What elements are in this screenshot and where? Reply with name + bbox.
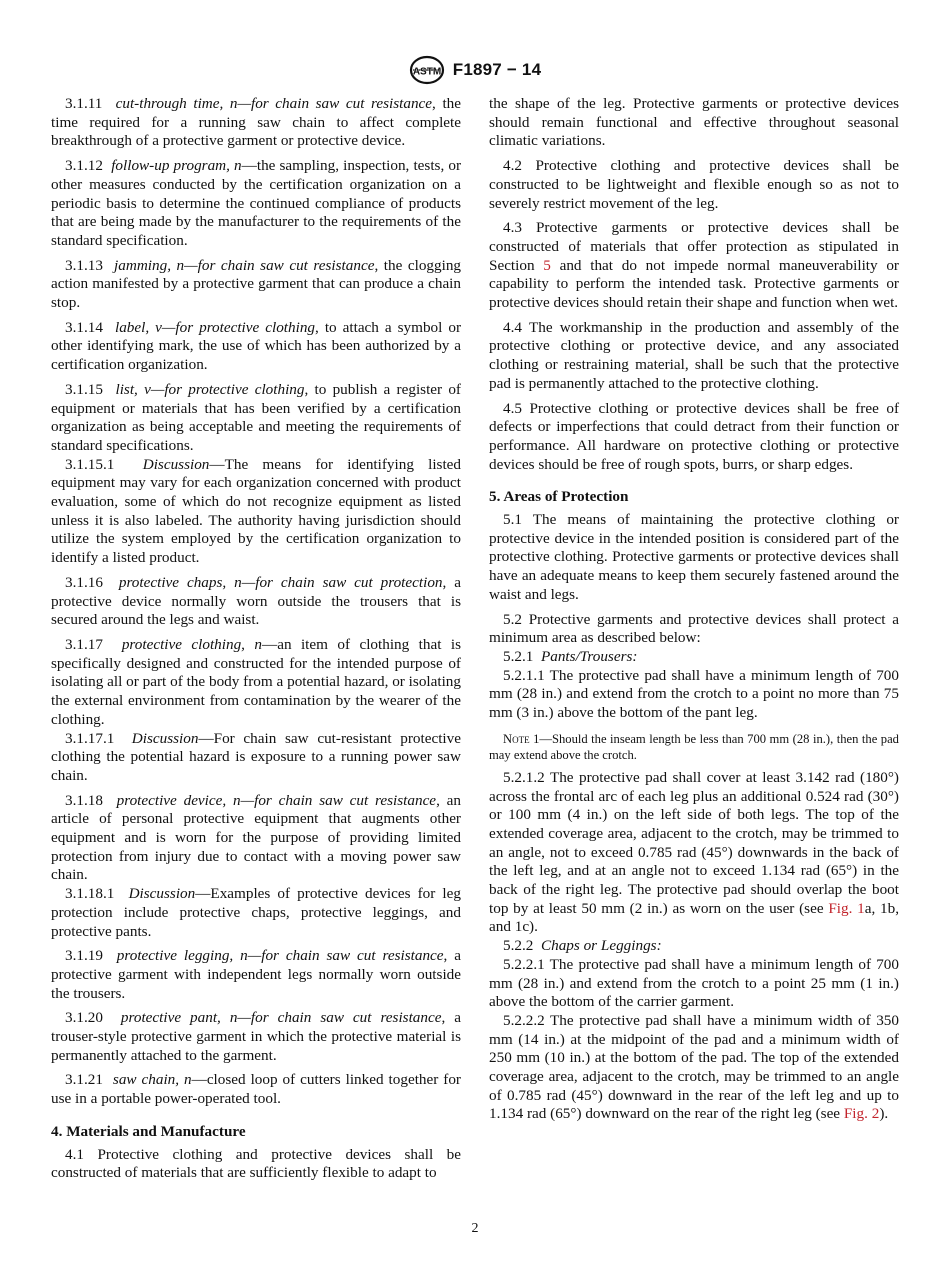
definition-3-1-16: 3.1.16 protective chaps, n—for chain saw cut protection, a protective device normally worn outside the trousers that is secured around the legs and waist.	[51, 573, 461, 629]
paragraph-5-2-1-1: 5.2.1.1 The protective pad shall have a minimum length of 700 mm (28 in.) and extend from the crotch to a point no more than 75 mm (3 in.) above the bottom of the pant leg.	[489, 666, 899, 722]
paragraph-5-1: 5.1 The means of maintaining the protective clothing or protective device in the intended position is considered part of the protective clothing. Protective garments or protective devices shall have an adequate means to keep them securely fastened around the waist and legs.	[489, 511, 899, 603]
page-number: 2	[471, 1221, 479, 1236]
section-5-link[interactable]: 5	[543, 256, 551, 274]
definition-3-1-21: 3.1.21 saw chain, n—closed loop of cutters linked together for use in a portable power-operated tool.	[51, 1071, 461, 1108]
definition-3-1-13: 3.1.13 jamming, n—for chain saw cut resistance, the clogging action manifested by a protective garment that can produce a chain stop.	[51, 256, 462, 312]
paragraph-5-2-1-2: 5.2.1.2 The protective pad shall cover at least 3.142 rad (180°) across the frontal arc of each leg plus an additional 0.524 rad (30°) or 100 mm (4 in.) on the left side of both legs. The top of the extended coverage area, adjacent to the crotch, may be trimmed to an angle, not to exceed 0.785 rad (45°) downwards in the back of the left leg, and at an angle not to exceed 1.134 rad (65°) in the back of the right leg. The protective pad should overlap the boot top by at least 50 mm (2 in.) as worn on the user (see Fig. 1a, 1b, and 1c).	[489, 768, 899, 936]
paragraph-4-5: 4.5 Protective clothing or protective devices shall be free of defects or imperfections that could detract from their function or performance. All hardware on protective clothing or protective devices should be free of rough spots, burrs, or sharp edges.	[489, 399, 899, 473]
document-code: F1897 − 14	[452, 60, 542, 79]
paragraph-5-2: 5.2 Protective garments and protective devices shall protect a minimum area as described below:	[489, 610, 899, 647]
fig-1-link[interactable]: Fig. 1	[828, 899, 865, 917]
svg-text:ASTM: ASTM	[412, 66, 441, 78]
discussion-3-1-17-1: 3.1.17.1 Discussion—For chain saw cut-resistant protective clothing the potential hazard is exposure to a running power saw chain.	[51, 729, 461, 784]
paragraph-5-2-2-1: 5.2.2.1 The protective pad shall have a minimum length of 700 mm (28 in.) and extend from the crotch to a point 25 mm (1 in.) above the bottom of the carrier garment.	[489, 955, 899, 1011]
paragraph-4-1-continued: the shape of the leg. Protective garments or protective devices should remain functional and effective throughout seasonal climatic variations.	[489, 95, 899, 150]
definition-3-1-17: 3.1.17 protective clothing, n—an item of clothing that is specifically designed and constructed for the intended purpose of isolating all or part of the body from a potential hazard, or isolating the external environment from contamination by the wearer of the clothing.	[51, 635, 461, 728]
paragraph-4-4: 4.4 The workmanship in the production and assembly of the protective clothing or protective device, and any associated clothing or restraining material, shall be such that the protective pad is permanently attached to the protective clothing.	[489, 318, 899, 392]
paragraph-5-2-1: 5.2.1 Pants/Trousers:	[503, 647, 638, 665]
paragraph-4-1: 4.1 Protective clothing and protective devices shall be constructed of materials that are sufficiently flexible to adapt to	[51, 1145, 461, 1182]
definition-3-1-12: 3.1.12 follow-up program, n—the sampling, inspection, tests, or other measures conducted by the certification organization on a periodic basis to determine the continued compliance of products that are being made by the manufacturer to the requirements of the standard specification.	[51, 157, 462, 249]
paragraph-5-2-2: 5.2.2 Chaps or Leggings:	[503, 937, 662, 955]
definition-3-1-20: 3.1.20 protective pant, n—for chain saw cut resistance, a trouser-style protective garment in which the protective material is permanently attached to the garment.	[51, 1009, 461, 1064]
definition-3-1-15: 3.1.15 list, v—for protective clothing, to publish a register of equipment or materials that has been verified by a certification organization as being acceptable and meeting the requirements of standard specifications.	[51, 380, 461, 454]
fig-2-link[interactable]: Fig. 2	[843, 1105, 880, 1123]
section-5-heading: 5. Areas of Protection	[489, 488, 629, 506]
definition-3-1-14: 3.1.14 label, v—for protective clothing, to attach a symbol or other identifying mark, the use of which has been authorized by a certification organization.	[51, 318, 461, 374]
paragraph-4-2: 4.2 Protective clothing and protective devices shall be constructed to be lightweight and flexible enough so as not to severely restrict movement of the leg.	[489, 157, 899, 212]
discussion-3-1-15-1: 3.1.15.1 Discussion—The means for identifying listed equipment may vary for each organization concerned with product evaluation, some of which do not recognize equipment as listed unless it is also labeled. The authority having jurisdiction should utilize the system employed by the certification organization to identify a listed product.	[51, 455, 462, 567]
definition-3-1-11: 3.1.11 cut-through time, n—for chain saw cut resistance, the time required for a running saw chain to affect complete breakthrough of a protective garment or protective device.	[51, 95, 461, 150]
left-column	[51, 95, 461, 1183]
page-header	[0, 52, 950, 88]
paragraph-4-3: 4.3 Protective garments or protective devices shall be constructed of materials that offer protection as stipulated in Section 5 and that do not impede normal maneuverability or capability to perform the intended task. Protective garments or protective devices should retain their shape and function when wet.	[489, 219, 899, 312]
note-1: Note 1—Should the inseam length be less than 700 mm (28 in.), then the pad may extend above the crotch.	[489, 731, 899, 762]
astm-logo-icon	[409, 55, 445, 85]
section-4-heading: 4. Materials and Manufacture	[51, 1122, 246, 1140]
definition-3-1-18: 3.1.18 protective device, n—for chain saw cut resistance, an article of personal protective equipment that augments other equipment and is worn for the purpose of providing limited protection from injury due to contact with a moving power saw chain.	[51, 791, 462, 884]
discussion-3-1-18-1: 3.1.18.1 Discussion—Examples of protective devices for leg protection include protective chaps, protective leggings, and protective pants.	[51, 885, 461, 940]
right-column	[489, 95, 899, 1124]
paragraph-5-2-2-2: 5.2.2.2 The protective pad shall have a minimum width of 350 mm (14 in.) at the midpoint of the pad and a minimum width of 250 mm (10 in.) at the bottom of the pad. The top of the extended coverage area, adjacent to the crotch, may be trimmed to an angle of 0.785 rad (45°) downward in the rear of the left leg and up to 1.134 rad (65°) downward on the rear of the right leg (see Fig. 2).	[489, 1011, 899, 1123]
definition-3-1-19: 3.1.19 protective legging, n—for chain saw cut resistance, a protective garment with independent legs normally worn outside the trousers.	[51, 947, 461, 1002]
